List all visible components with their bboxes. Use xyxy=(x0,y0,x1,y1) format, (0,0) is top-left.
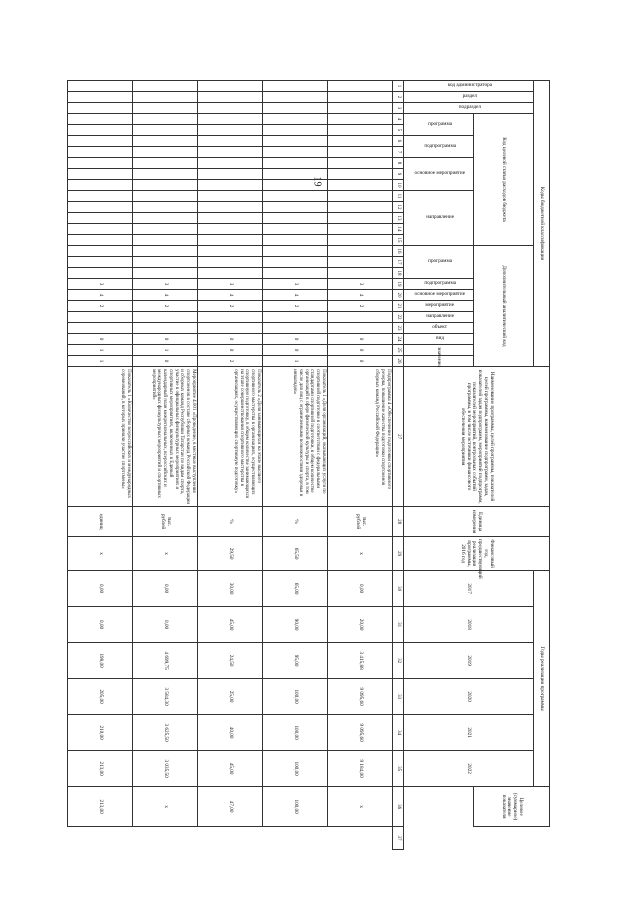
code-cell xyxy=(263,257,328,268)
row-2022: 45,00 xyxy=(198,751,263,787)
code-cell xyxy=(328,268,393,279)
row-2019: 4 699,75 xyxy=(133,643,198,679)
code-cell: 1 xyxy=(68,345,133,356)
table-body xyxy=(68,81,393,850)
code-cell xyxy=(198,202,263,213)
row-2021: 9 095,60 xyxy=(328,715,393,751)
code-cell xyxy=(198,158,263,169)
code-cell xyxy=(328,147,393,158)
code-cell xyxy=(133,235,198,246)
code-cell: 2 xyxy=(198,356,263,367)
code-cell: 0 xyxy=(328,345,393,356)
code-cell xyxy=(198,125,263,136)
header-subsection: подраздел xyxy=(458,104,482,111)
code-cell xyxy=(328,235,393,246)
code-cell xyxy=(263,92,328,103)
code-cell: 0 xyxy=(198,334,263,345)
code-cell: 2 xyxy=(198,301,263,312)
code-cell: 2 xyxy=(68,301,133,312)
code-cell xyxy=(328,125,393,136)
document-sheet xyxy=(97,80,550,850)
code-cell xyxy=(198,136,263,147)
row-2017: 30,00 xyxy=(198,571,263,607)
column-number: 27 xyxy=(393,367,404,507)
row-2017: 65,00 xyxy=(263,571,328,607)
code-cell xyxy=(328,224,393,235)
code-cell: 4 xyxy=(263,290,328,301)
code-cell xyxy=(68,312,133,323)
code-cell xyxy=(198,103,263,114)
row-final: 100,00 xyxy=(263,787,328,827)
column-number: 15 xyxy=(393,235,404,246)
code-cell xyxy=(328,114,393,125)
code-cell xyxy=(133,158,198,169)
header-main-event: основное мероприятие xyxy=(414,170,466,177)
code-cell xyxy=(133,246,198,257)
code-cell xyxy=(198,323,263,334)
code-cell xyxy=(198,213,263,224)
code-cell xyxy=(263,246,328,257)
code-cell xyxy=(68,158,133,169)
code-cell xyxy=(133,169,198,180)
code-cell: 0 xyxy=(133,334,198,345)
code-cell: 0 xyxy=(198,345,263,356)
row-2018: 90,00 xyxy=(263,607,328,643)
code-cell: 2 xyxy=(328,301,393,312)
column-number: 4 xyxy=(393,114,404,125)
code-cell xyxy=(198,224,263,235)
header-object-a: объект xyxy=(432,324,448,331)
code-cell xyxy=(133,136,198,147)
header-direction: направление xyxy=(426,214,454,221)
code-cell: 0 xyxy=(328,356,393,367)
column-number: 23 xyxy=(393,323,404,334)
header-2018: 2018 xyxy=(404,607,534,643)
code-cell xyxy=(133,81,198,92)
code-cell xyxy=(133,147,198,158)
row-unit: % xyxy=(263,507,328,537)
row-2019: 3 415,88 xyxy=(328,643,393,679)
column-number: 30 xyxy=(393,571,404,607)
code-cell xyxy=(328,202,393,213)
code-cell xyxy=(68,125,133,136)
code-cell xyxy=(328,158,393,169)
row-unit: тыс. рублей xyxy=(328,507,393,537)
code-cell xyxy=(133,323,198,334)
column-number: 20 xyxy=(393,290,404,301)
code-cell xyxy=(328,312,393,323)
code-cell xyxy=(328,323,393,334)
code-cell: 2 xyxy=(133,301,198,312)
row-2021: 40,00 xyxy=(198,715,263,751)
code-cell xyxy=(68,191,133,202)
code-cell xyxy=(263,202,328,213)
row-final: х xyxy=(133,787,198,827)
code-cell: 4 xyxy=(68,290,133,301)
code-cell xyxy=(133,103,198,114)
header-2021: 2021 xyxy=(404,715,534,751)
code-cell xyxy=(198,235,263,246)
row-name: Показатель 2 «Доля занимающихся на этапе высшего спортивного мастерства в организациях, осуществляющих спортивную подготовку, в общем количестве занимающихся на этапе совершенствования спортивного мастерства в организациях, осуществляющих спортивную подготовку» xyxy=(198,367,263,507)
code-cell xyxy=(263,158,328,169)
row-2020: 100,00 xyxy=(263,679,328,715)
column-number: 24 xyxy=(393,334,404,345)
header-subprogram: подпрограмма xyxy=(424,142,456,149)
code-cell xyxy=(133,114,198,125)
code-cell xyxy=(198,246,263,257)
header-target-article: Код целевой статьи расходов бюджета xyxy=(474,114,534,246)
code-cell xyxy=(328,103,393,114)
header-2022: 2022 xyxy=(404,751,534,787)
code-cell xyxy=(68,147,133,158)
column-number: 22 xyxy=(393,312,404,323)
code-cell xyxy=(198,114,263,125)
code-cell xyxy=(263,191,328,202)
code-cell xyxy=(198,191,263,202)
header-name: Наименование программы, целей программы, показателей целей программы, наименование подпрограмм, задач, показателей задач подпрограмм, мероприятий подпрограмм, показателей мероприятий, контрольных событий программы, в том числе источники финансового обеспечения мероприятия xyxy=(404,367,550,507)
code-cell: 2 xyxy=(263,301,328,312)
code-cell xyxy=(68,169,133,180)
row-unit: % xyxy=(198,507,263,537)
code-cell xyxy=(263,235,328,246)
code-cell xyxy=(328,92,393,103)
code-cell xyxy=(68,246,133,257)
code-cell xyxy=(328,213,393,224)
code-cell xyxy=(133,312,198,323)
code-cell xyxy=(198,147,263,158)
row-2018: 20,00 xyxy=(328,607,393,643)
code-cell xyxy=(68,224,133,235)
header-years: Годы реализации программы xyxy=(534,571,550,787)
column-number: 32 xyxy=(393,643,404,679)
code-cell xyxy=(198,180,263,191)
row-2021: 210,00 xyxy=(68,715,133,751)
row-2020: 3 584,30 xyxy=(133,679,198,715)
code-cell: 0 xyxy=(263,345,328,356)
code-cell xyxy=(263,213,328,224)
code-cell xyxy=(263,147,328,158)
code-cell xyxy=(198,92,263,103)
header-subprogram-a: подпрограмма xyxy=(424,280,456,287)
code-cell xyxy=(133,202,198,213)
header-final: Целевое (суммарное) значение показателя xyxy=(474,787,550,827)
column-number: 10 xyxy=(393,180,404,191)
column-number: 16 xyxy=(393,246,404,257)
code-cell xyxy=(68,114,133,125)
header-program-a: программа xyxy=(428,258,452,265)
code-cell xyxy=(68,323,133,334)
code-cell xyxy=(133,92,198,103)
code-cell xyxy=(68,268,133,279)
row-base: х xyxy=(68,537,133,571)
column-number: 21 xyxy=(393,301,404,312)
header-main-event-a: основное мероприятие xyxy=(414,291,466,298)
code-cell xyxy=(198,268,263,279)
header-program: программа xyxy=(428,120,452,127)
row-final: 47,00 xyxy=(198,787,263,827)
row-2022: 100,00 xyxy=(263,751,328,787)
header-value: значение xyxy=(404,345,474,356)
code-cell xyxy=(328,81,393,92)
column-number-row xyxy=(393,81,404,850)
column-number: 5 xyxy=(393,125,404,136)
row-2018: 45,00 xyxy=(198,607,263,643)
column-number: 18 xyxy=(393,268,404,279)
code-cell xyxy=(328,180,393,191)
row-base: х xyxy=(133,537,198,571)
header-base-year: Финансовый год, предшествующий реализации программы, 2016 год xyxy=(404,537,550,571)
column-number: 31 xyxy=(393,607,404,643)
column-number: 37 xyxy=(393,827,404,850)
column-number: 6 xyxy=(393,136,404,147)
row-2022: 9 184,00 xyxy=(328,751,393,787)
row-unit: тыс. рублей xyxy=(133,507,198,537)
code-cell xyxy=(198,312,263,323)
code-cell xyxy=(263,323,328,334)
code-cell xyxy=(328,246,393,257)
code-cell xyxy=(328,136,393,147)
row-base: 65,50 xyxy=(263,537,328,571)
header-unit: Единица измерения xyxy=(404,507,550,537)
header-2019: 2019 xyxy=(404,643,534,679)
code-cell xyxy=(68,103,133,114)
column-number: 35 xyxy=(393,751,404,787)
code-cell xyxy=(133,224,198,235)
row-2021: 100,00 xyxy=(263,715,328,751)
row-2017: 0,00 xyxy=(68,571,133,607)
header-2017: 2017 xyxy=(404,571,534,607)
code-cell: 4 xyxy=(328,290,393,301)
table-row xyxy=(263,81,328,850)
column-number: 26 xyxy=(393,356,404,367)
code-cell xyxy=(263,268,328,279)
code-cell xyxy=(263,103,328,114)
column-number: 14 xyxy=(393,224,404,235)
code-cell: 3 xyxy=(328,279,393,290)
code-cell: 1 xyxy=(68,356,133,367)
row-final: 213,00 xyxy=(68,787,133,827)
code-cell xyxy=(68,213,133,224)
program-table xyxy=(67,80,550,850)
row-2018: 0,00 xyxy=(68,607,133,643)
code-cell: 3 xyxy=(133,279,198,290)
code-cell: 4 xyxy=(133,290,198,301)
code-cell xyxy=(133,191,198,202)
code-cell xyxy=(198,81,263,92)
table-row xyxy=(328,81,393,850)
code-cell xyxy=(263,81,328,92)
row-base: х xyxy=(328,537,393,571)
code-cell xyxy=(263,180,328,191)
code-cell: 1 xyxy=(263,356,328,367)
header-type-a: вид xyxy=(436,335,444,342)
column-number: 2 xyxy=(393,92,404,103)
column-number: 33 xyxy=(393,679,404,715)
column-number: 28 xyxy=(393,507,404,537)
code-cell xyxy=(68,202,133,213)
row-name: Подпрограмма 4 «Обеспечение подготовки спортивного резерва, повышение качества подготовки спортсменов сборных команд Российской Федерации» xyxy=(328,367,393,507)
code-cell xyxy=(198,169,263,180)
code-cell xyxy=(133,257,198,268)
table-row xyxy=(133,81,198,850)
code-cell xyxy=(133,180,198,191)
code-cell: 0 xyxy=(68,334,133,345)
row-2020: 205,00 xyxy=(68,679,133,715)
row-2018: 0,00 xyxy=(133,607,198,643)
row-2019: 198,00 xyxy=(68,643,133,679)
code-cell xyxy=(68,257,133,268)
code-cell xyxy=(68,81,133,92)
row-final: х xyxy=(328,787,393,827)
code-cell xyxy=(263,224,328,235)
row-name: Мероприятие 4.001 «Проведение, в местные выступления спортсменов в составе сборных команд Российской Федерации и сборных команд Республики Татарстан по видам спорта, участие в официальных физкультурных мероприятиях и спортивных мероприятиях, включенных в Единый календарный план межрегиональных, всероссийских и международных физкультурных мероприятий и спортивных мероприятий» xyxy=(133,367,198,507)
column-number: 29 xyxy=(393,537,404,571)
row-2017: 0,00 xyxy=(133,571,198,607)
column-number: 36 xyxy=(393,787,404,827)
code-cell: 0 xyxy=(263,334,328,345)
column-number: 8 xyxy=(393,158,404,169)
code-cell xyxy=(328,191,393,202)
code-cell xyxy=(68,92,133,103)
row-unit: единиц xyxy=(68,507,133,537)
column-number: 17 xyxy=(393,257,404,268)
column-number: 1 xyxy=(393,81,404,92)
row-name: Показатель 1 «Количество всероссийских и международных соревнований, в которых приняли участие спортсмены» xyxy=(68,367,133,507)
header-event-a: мероприятие xyxy=(425,302,455,309)
table-row xyxy=(198,81,263,850)
code-cell xyxy=(133,213,198,224)
header-analytic: Дополнительный аналитический код xyxy=(474,246,534,367)
code-cell xyxy=(328,169,393,180)
column-number: 12 xyxy=(393,202,404,213)
row-name: Показатель 1 «Доля организаций, оказывающих услуги по спортивной подготовке в соответствии с федеральными стандартами спортивной подготовки, в общем количестве организаций в сфере физической культуры и спорта, в том числе для лиц с ограниченными возможностями здоровья и инвалидов» xyxy=(263,367,328,507)
header-direction-a: направление xyxy=(426,313,454,320)
code-cell: 1 xyxy=(133,345,198,356)
row-2022: 213,00 xyxy=(68,751,133,787)
header-admin: код администратора xyxy=(447,82,493,89)
code-cell: 4 xyxy=(198,290,263,301)
column-number: 11 xyxy=(393,191,404,202)
code-cell xyxy=(328,257,393,268)
row-2017: 0,00 xyxy=(328,571,393,607)
code-cell xyxy=(263,169,328,180)
row-2021: 3 625,50 xyxy=(133,715,198,751)
code-cell xyxy=(198,257,263,268)
code-cell xyxy=(263,312,328,323)
header-section: раздел xyxy=(462,93,478,100)
code-cell xyxy=(263,125,328,136)
code-cell: 3 xyxy=(198,279,263,290)
rotated-table-container xyxy=(97,80,550,850)
code-cell xyxy=(263,136,328,147)
page-number: 19 xyxy=(311,176,323,187)
column-number: 25 xyxy=(393,345,404,356)
code-cell xyxy=(263,114,328,125)
row-2020: 9 095,60 xyxy=(328,679,393,715)
column-number: 7 xyxy=(393,147,404,158)
code-cell: 0 xyxy=(133,356,198,367)
code-cell: 3 xyxy=(68,279,133,290)
code-cell: 0 xyxy=(328,334,393,345)
header-2020: 2020 xyxy=(404,679,534,715)
column-number: 19 xyxy=(393,279,404,290)
column-number: 34 xyxy=(393,715,404,751)
code-cell xyxy=(133,268,198,279)
code-cell xyxy=(68,136,133,147)
column-number: 9 xyxy=(393,169,404,180)
row-2019: 95,00 xyxy=(263,643,328,679)
row-2022: 3 035,50 xyxy=(133,751,198,787)
column-number: 13 xyxy=(393,213,404,224)
header-codes: Коды бюджетной классификации xyxy=(534,81,550,367)
row-2019: 24,50 xyxy=(198,643,263,679)
code-cell: 3 xyxy=(263,279,328,290)
column-number: 3 xyxy=(393,103,404,114)
code-cell xyxy=(133,125,198,136)
row-base: 29,50 xyxy=(198,537,263,571)
code-cell xyxy=(68,235,133,246)
table-row xyxy=(68,81,133,850)
code-cell xyxy=(68,180,133,191)
row-2020: 25,00 xyxy=(198,679,263,715)
